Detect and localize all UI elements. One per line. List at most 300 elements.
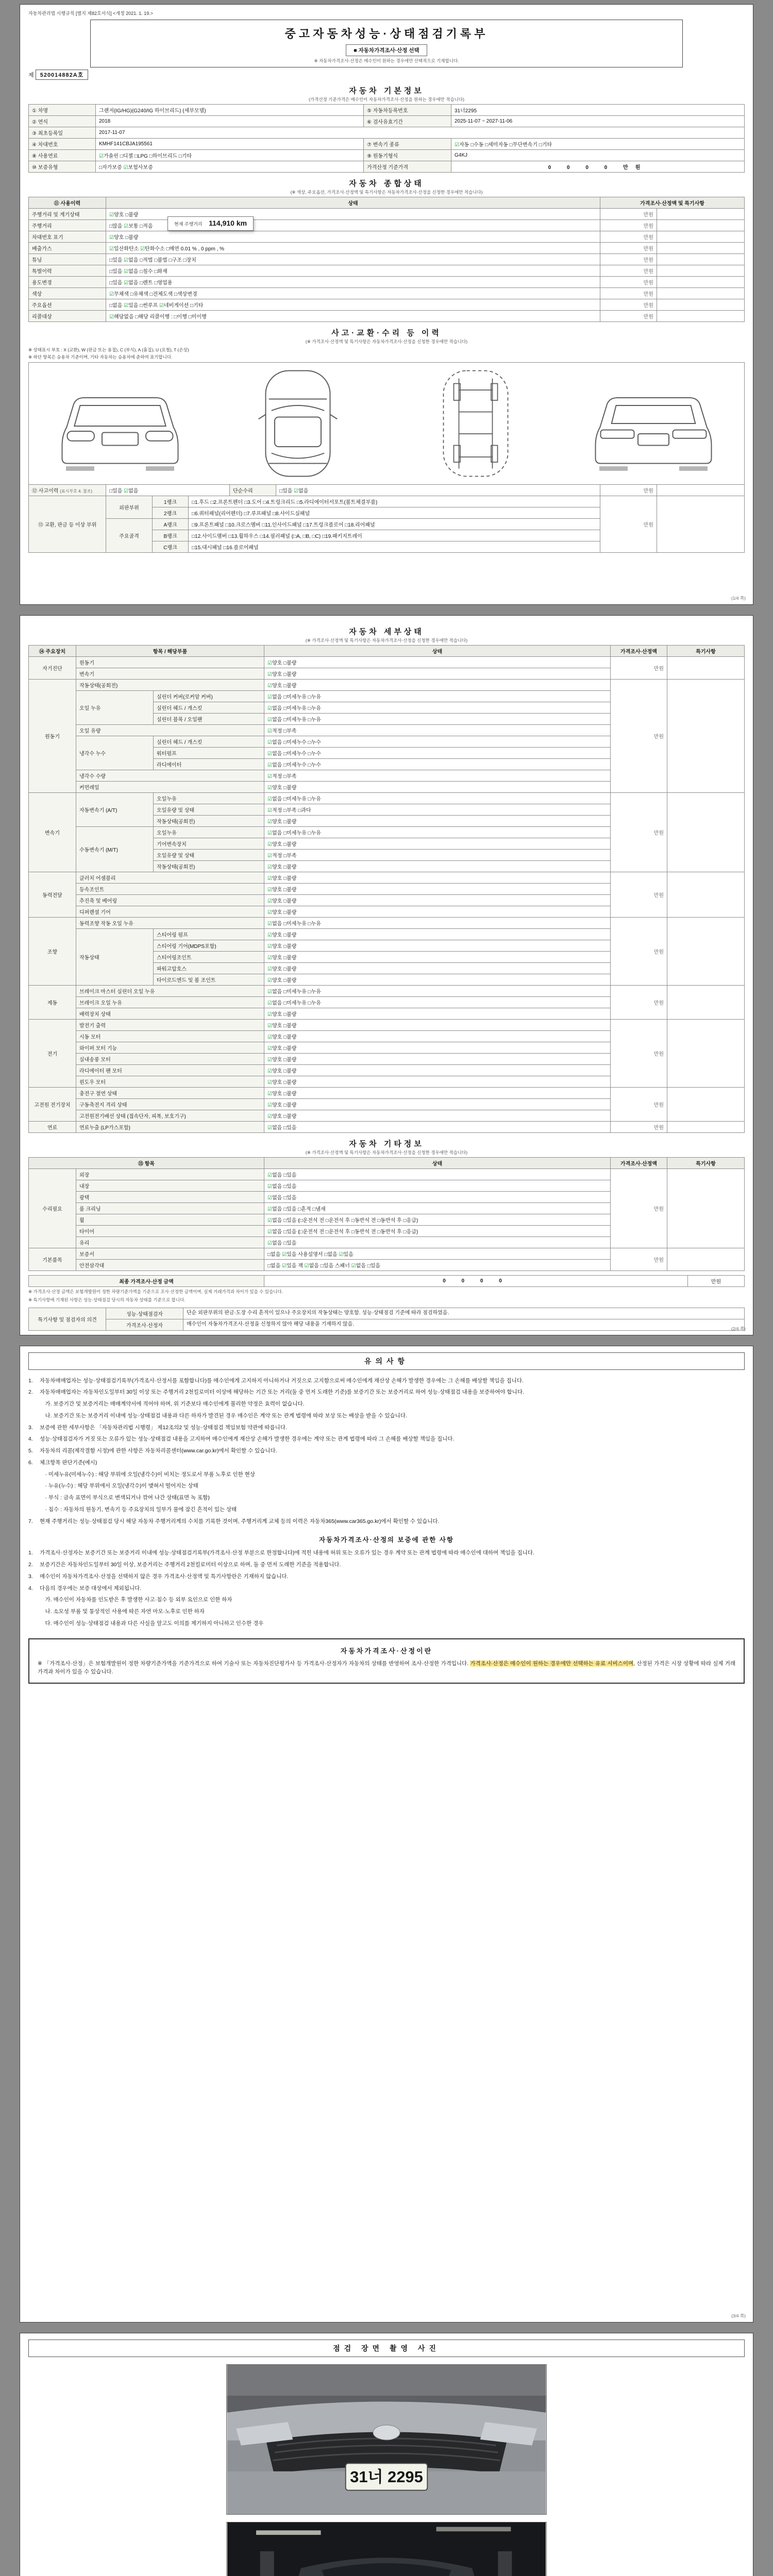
page-1	[20, 4, 753, 605]
overall-row-status[interactable]: □있음 ☑없음 □렌트 □영업용	[106, 277, 600, 288]
overall-row	[29, 299, 745, 311]
field-label: ⑨ 원동기형식	[364, 150, 451, 161]
warranty-text: 다음의 경우에는 보증 대상에서 제외됩니다.	[40, 1585, 142, 1591]
item-label: 배력장치 상태	[76, 1008, 264, 1020]
item-label: 휠	[76, 1214, 264, 1226]
overall-row-note	[657, 299, 745, 311]
notice-text: · 누유(누수) : 해당 부위에서 오일(냉각수)이 맺혀서 떨어지는 상태	[40, 1483, 198, 1489]
field-label: ① 차명	[29, 105, 96, 116]
table-row	[29, 105, 745, 116]
item-label: 실내송풍 모터	[76, 1054, 264, 1065]
status-checkboxes[interactable]: ☑적정 □부족 □과다	[264, 804, 611, 816]
sub-item-label: 오일누유	[154, 793, 264, 804]
table-row	[29, 680, 745, 691]
page-marker: (1/4 쪽)	[731, 596, 746, 601]
note-cell	[667, 680, 745, 793]
overall-row-label: 차대번호 표기	[29, 231, 106, 243]
field-label: ② 연식	[29, 116, 96, 127]
warranty-number: 1.	[28, 1550, 33, 1556]
status-checkboxes[interactable]: ☑양호 □불량	[264, 929, 611, 940]
definition-title: 자동차가격조사·산정이란	[340, 1647, 433, 1655]
sub-item-label: 오일유량 및 상태	[154, 804, 264, 816]
warranty-text: 다. 매수인이 성능·상태점검 내용과 다른 사실을 알고도 이의를 제기하지 아니하고 인수한 경우	[40, 1620, 264, 1626]
item-label: 충전구 절연 상태	[76, 1088, 264, 1099]
field-label: ⑥ 검사유효기간	[364, 116, 451, 127]
overall-row-price: 만원	[600, 299, 657, 311]
car-name-value: 그랜저(IG/HG)(G240/IG 하이브리드) (세부모델)	[96, 105, 364, 116]
status-checkboxes[interactable]: ☑적정 □부족	[264, 770, 611, 782]
status-checkboxes[interactable]: □없음 ☑있음 잭 ☑없음 □있음 스패너 ☑없음 □있음	[264, 1260, 611, 1271]
notice-item	[28, 1482, 745, 1490]
note-cell	[667, 657, 745, 680]
panel-group-label: 외판부위	[106, 496, 153, 519]
column-header: ⑭ 주요장치	[29, 646, 76, 657]
photo-front-frame	[226, 2364, 547, 2515]
status-checkboxes[interactable]: ☑양호 □불량	[264, 1020, 611, 1031]
overall-row-price: 만원	[600, 254, 657, 265]
item-label: 외장	[76, 1169, 264, 1180]
status-checkboxes[interactable]: ☑없음 □미세누유 □누유	[264, 691, 611, 702]
exchange-title-cell: ⑬ 교환, 판금 등 이상 부위	[29, 496, 106, 553]
table-row	[29, 1319, 745, 1330]
warranty-item	[28, 1561, 745, 1569]
notice-number: 4.	[28, 1436, 33, 1443]
status-checkboxes[interactable]: □없음 ☑있음 사용설명서 □없음 ☑있음	[264, 1248, 611, 1260]
group-label: 조향	[29, 918, 76, 986]
status-checkboxes[interactable]: ☑양호 □불량	[264, 906, 611, 918]
etc-info-table	[28, 1157, 745, 1271]
definition-text-2: , 산정된 가격은 시장 상황에 따라 실제 거래가격과 차이가 있을 수 있습니다.	[38, 1660, 735, 1675]
overall-row-status[interactable]: ☑무채색 □유채색 □전체도색 □색상변경	[106, 288, 600, 299]
notice-item	[28, 1494, 745, 1502]
notice-text: 나. 보증기간 또는 보증거리 이내에 성능·상태점검 내용과 다른 하자가 발견된 경우 매수인은 계약 또는 관계 법령에 따라 보상 또는 배상을 받을 수 있습니다.	[40, 1412, 407, 1419]
etc-section-note: (※ 가격조사·산정액 및 특기사항은 자동차가격조사·산정을 신청한 경우에만 적습니다)	[305, 1150, 468, 1155]
status-checkboxes[interactable]: ☑양호 □불량	[264, 1042, 611, 1054]
item-label: 윈도우 모터	[76, 1076, 264, 1088]
definition-text-1: ※ 「가격조사·산정」은 보험개발원이 정한 차량기준가액을 기준가격으로 하여 기술사 또는 자동차진단평가사 등 가격조사·산정자가 자동차의 상태를 반영하여 조사·산정한 가격입니다.	[38, 1660, 470, 1667]
notice-item	[28, 1377, 745, 1385]
status-checkboxes[interactable]: ☑없음 □미세누유 □누유	[264, 986, 611, 997]
status-checkboxes[interactable]: ☑없음 □있음 (□운전석 전 □운전석 후 □동반석 전 □동반석 후 □응급)	[264, 1226, 611, 1237]
photo-car-front	[227, 2365, 546, 2514]
rank-label: 2랭크	[153, 507, 189, 519]
warranty-item	[28, 1620, 745, 1628]
notice-text: 자동차매매업자는 자동차인도일부터 30일 이상 또는 주행거리 2천킬로미터 이상에 해당하는 기간 또는 거리(둘 중 먼저 도래한 기준)를 보증기간 또는 보증거리로 하여 성능·상태점검 내용을 보증하여야 합니다.	[40, 1389, 524, 1396]
vehicle-type-legend: ※ 하단 항목은 승용차 기준이며, 기타 자동차는 승용차에 준하여 표기합니다.	[28, 354, 173, 360]
overall-row-price: 만원	[600, 265, 657, 277]
odometer-label: 현재 주행거리	[174, 222, 203, 227]
status-checkboxes[interactable]: ☑양호 □불량	[264, 668, 611, 680]
group-label: 변속기	[29, 793, 76, 872]
status-checkboxes[interactable]: ☑양호 □불량	[264, 1054, 611, 1065]
table-header-row	[29, 1158, 745, 1169]
car-diagram-top-body	[221, 367, 375, 480]
notice-text: 체크항목 판단기준(예시)	[40, 1459, 97, 1466]
note-cell	[667, 793, 745, 872]
item-label: 수동변속기 (M/T)	[76, 827, 154, 872]
item-label: 브레이크 마스터 실린더 오일 누유	[76, 986, 264, 997]
status-checkboxes[interactable]: ☑없음 □있음	[264, 1122, 611, 1133]
status-checkboxes[interactable]: ☑없음 □미세누유 □누유	[264, 714, 611, 725]
field-label: ⑩ 보증유형	[29, 161, 96, 173]
overall-row-label: 리콜대상	[29, 311, 106, 322]
sub-item-label: 타이로드엔드 및 볼 조인트	[154, 974, 264, 986]
definition-text	[38, 1659, 735, 1677]
overall-row	[29, 231, 745, 243]
sub-item-label: 스티어링조인트	[154, 952, 264, 963]
column-header: 상태	[264, 646, 611, 657]
table-row	[29, 161, 745, 173]
panel-checkboxes[interactable]: □9.프론트패널 □10.크로스멤버 □11.인사이드패널 □17.트렁크플로어 □18.리어패널	[189, 519, 600, 530]
overall-row	[29, 288, 745, 299]
notice-number: 5.	[28, 1448, 33, 1454]
license-plate-text: 31너 2295	[350, 2467, 423, 2486]
status-checkboxes[interactable]: ☑없음 □있음	[264, 1180, 611, 1192]
overall-row-label: 용도변경	[29, 277, 106, 288]
odometer-value: 114,910 km	[209, 219, 247, 227]
status-checkboxes[interactable]: ☑없음 □미세누유 □누유	[264, 827, 611, 838]
warranty-type-checkboxes[interactable]: □자가보증 ☑보험사보증	[96, 161, 364, 173]
price-cell: 만원	[611, 657, 667, 680]
final-price-note-1: ※ 가격조사·산정 금액은 보험개발원이 정한 차량기준가액을 기준으로 조사·산정한 금액이며, 실제 거래가격과 차이가 있을 수 있습니다.	[28, 1289, 283, 1294]
item-label: 커먼레일	[76, 782, 264, 793]
notice-number: 1.	[28, 1377, 33, 1384]
notice-number	[28, 1482, 40, 1490]
sub-item-label: 워터펌프	[154, 748, 264, 759]
accident-history-table	[28, 484, 745, 496]
overall-row-price: 만원	[600, 311, 657, 322]
group-label: 전기	[29, 1020, 76, 1088]
item-label: 동력조향 작동 오일 누유	[76, 918, 264, 929]
status-checkboxes[interactable]: ☑없음 □있음	[264, 1237, 611, 1248]
notice-item	[28, 1400, 745, 1409]
detail-section-note: (※ 가격조사·산정액 및 특기사항은 자동차가격조사·산정을 신청한 경우에만 적습니다)	[305, 638, 468, 643]
note-cell	[667, 1088, 745, 1122]
exchange-note-cell	[657, 496, 745, 553]
field-label: ③ 최초등록일	[29, 127, 96, 139]
status-checkboxes[interactable]: ☑양호 □불량	[264, 884, 611, 895]
sub-item-label: 실린더 블록 / 오일팬	[154, 714, 264, 725]
group-label: 기본품목	[29, 1248, 76, 1271]
overall-row-price: 만원	[600, 220, 657, 231]
overall-row-label: 주행거리 및 계기상태	[29, 209, 106, 220]
sub-item-label: 스티어링 펌프	[154, 929, 264, 940]
accident-history-label	[29, 485, 106, 496]
group-label: 원동기	[29, 680, 76, 793]
overall-row-label: 튜닝	[29, 254, 106, 265]
status-checkboxes[interactable]: ☑없음 □미세누유 □누유	[264, 997, 611, 1008]
warranty-item	[28, 1585, 745, 1593]
warranty-item	[28, 1608, 745, 1616]
price-cell: 만원	[611, 872, 667, 918]
item-label: 작동상태	[76, 929, 154, 986]
status-checkboxes[interactable]: ☑양호 □불량	[264, 895, 611, 906]
table-row	[29, 139, 745, 150]
notice-number	[28, 1506, 40, 1514]
price-cell: 만원	[611, 1248, 667, 1271]
panel-checkboxes[interactable]: □15.대시패널 □16.플로어패널	[189, 541, 600, 553]
notice-number: 2.	[28, 1389, 33, 1396]
model-year-value: 2018	[96, 116, 364, 127]
page-marker: (2/4 쪽)	[731, 1326, 746, 1331]
sub-item-label: 실린더 커버(로커암 커버)	[154, 691, 264, 702]
overall-row-status[interactable]: □있음 ☑없음 □침수 □화재	[106, 265, 600, 277]
item-label: 등속조인트	[76, 884, 264, 895]
rank-label: C랭크	[153, 541, 189, 553]
definition-highlight: 가격조사·산정은 매수인이 원하는 경우에만 선택하는 유료 서비스이며	[470, 1660, 634, 1667]
final-price-label: 최종 가격조사·산정 금액	[29, 1276, 264, 1287]
notice-text: 가. 보증기간 및 보증거리는 매매계약서에 적어야 하며, 위 기준보다 매수인에게 불리한 약정은 효력이 없습니다.	[40, 1401, 305, 1407]
notice-number: 3.	[28, 1424, 33, 1431]
overall-row-status[interactable]: □많음 ☑보통 □적음	[106, 220, 600, 231]
price-select-option[interactable]: ■ 자동차가격조사·산정 선택	[346, 44, 427, 56]
notice-text: 자동차의 리콜(제작결함 시정)에 관한 사항은 자동차리콜센터(www.car.go.kr)에서 확인할 수 있습니다.	[40, 1448, 277, 1454]
status-checkboxes[interactable]: ☑양호 □불량	[264, 872, 611, 884]
notice-text: 성능·상태점검자가 거짓 또는 오류가 있는 성능·상태점검 내용을 고지하여 매수인에게 재산상 손해가 발생한 경우에는 계약 또는 관계 법령에 따라 그 손해를 배상할 책임을 집니다.	[40, 1436, 455, 1443]
inspector-opinion-text: 단순 외판부위의 판금·도장 수리 흔적이 있으나 주요장치의 작동상태는 양호함. 성능·상태점검 기준에 따라 점검하였음.	[183, 1308, 745, 1319]
basic-info-table	[28, 104, 745, 173]
photo-car-rear-garage	[227, 2522, 546, 2576]
notice-item	[28, 1471, 745, 1479]
engine-type-value: G4KJ	[451, 150, 745, 161]
column-header: 항목 / 해당부품	[76, 646, 264, 657]
table-row	[29, 1020, 745, 1031]
item-label: 오일 누유	[76, 691, 154, 725]
detail-section-title: 자동차 세부상태	[349, 628, 424, 636]
opinion-table	[28, 1308, 745, 1331]
price-cell: 만원	[611, 1169, 667, 1248]
overall-row-note	[657, 209, 745, 220]
table-row	[29, 657, 745, 668]
price-cell: 만원	[611, 1122, 667, 1133]
fuel-checkboxes[interactable]: ☑가솔린 □디젤 □LPG □하이브리드 □기타	[96, 150, 364, 161]
accident-price-cell: 만원	[600, 485, 657, 496]
status-checkboxes[interactable]: ☑양호 □불량	[264, 816, 611, 827]
status-checkboxes[interactable]: ☑양호 □불량	[264, 680, 611, 691]
overall-row	[29, 220, 745, 231]
price-cell: 만원	[611, 1088, 667, 1122]
overall-row-status[interactable]: ☑해당없음 □해당 리콜이행 : □이행 □미이행	[106, 311, 600, 322]
overall-row-status[interactable]: □없음 ☑있음 □썬루프 ☑네비게이션 □기타	[106, 299, 600, 311]
status-checkboxes[interactable]: ☑양호 □불량	[264, 1065, 611, 1076]
status-checkboxes[interactable]: ☑없음 □있음 □흔적 □냄새	[264, 1203, 611, 1214]
overall-row-price: 만원	[600, 288, 657, 299]
status-checkboxes[interactable]: ☑양호 □불량	[264, 838, 611, 850]
detail-tbody	[29, 657, 745, 1133]
item-label: 라디에이터 팬 모터	[76, 1065, 264, 1076]
status-checkboxes[interactable]: ☑없음 □있음	[264, 1169, 611, 1180]
section-overall-condition	[28, 178, 745, 322]
price-select-note: ※ 자동차가격조사·산정은 매수인이 원하는 경우에만 선택적으로 기재합니다.	[314, 58, 459, 63]
status-checkboxes[interactable]: ☑없음 □미세누유 □누유	[264, 918, 611, 929]
notice-number: 7.	[28, 1518, 33, 1524]
warranty-item	[28, 1596, 745, 1604]
table-row	[29, 872, 745, 884]
document-number-label: 제	[28, 72, 34, 78]
inspector-label: 성능·상태점검자	[106, 1308, 183, 1319]
overall-row-status[interactable]: ☑양호 □불량	[106, 231, 600, 243]
column-header: 특기사항	[667, 646, 745, 657]
overall-row-note	[657, 254, 745, 265]
sub-item-label: 실린더 헤드 / 개스킷	[154, 702, 264, 714]
table-row	[29, 496, 745, 507]
status-checkboxes[interactable]: ☑양호 □불량	[264, 963, 611, 974]
table-row	[29, 150, 745, 161]
table-row	[29, 793, 745, 804]
overall-row-status[interactable]: ☑양호 □불량	[106, 209, 600, 220]
notice-item	[28, 1412, 745, 1420]
notice-text: · 침수 : 자동차의 원동기, 변속기 등 주요장치의 일부가 물에 잠긴 흔적이 있는 상태	[40, 1506, 237, 1513]
item-label: 광택	[76, 1192, 264, 1203]
item-label: 추진축 및 베어링	[76, 895, 264, 906]
appraiser-label: 가격조사·산정자	[106, 1319, 183, 1330]
status-checkboxes[interactable]: ☑없음 □미세누유 □누유	[264, 702, 611, 714]
notice-number: 6.	[28, 1459, 33, 1466]
warranty-number	[28, 1608, 40, 1616]
note-cell	[667, 986, 745, 1020]
sub-item-label: 스티어링 기어(MDPS포함)	[154, 940, 264, 952]
notice-text: 보증에 관한 세부사항은 「자동차관리법 시행령」 제12조의2 및 성능·상태점검 책임보험 약관에 따릅니다.	[40, 1424, 287, 1431]
status-checkboxes[interactable]: ☑양호 □불량	[264, 861, 611, 872]
field-label: ⑧ 사용연료	[29, 150, 96, 161]
field-label: 가격산정 기준가격	[364, 161, 451, 173]
column-header: ⑪ 사용이력	[29, 197, 106, 209]
item-label: 타이어	[76, 1226, 264, 1237]
status-checkboxes[interactable]: ☑양호 □불량	[264, 657, 611, 668]
appraiser-opinion-text: 매수인이 자동차가격조사·산정을 신청하지 않아 해당 내용을 기재하지 않음.	[183, 1319, 745, 1330]
note-cell	[667, 1020, 745, 1088]
item-label: 유리	[76, 1237, 264, 1248]
notice-number	[28, 1412, 40, 1420]
warranty-list	[28, 1549, 745, 1628]
status-checkboxes[interactable]: ☑양호 □불량	[264, 1088, 611, 1099]
warranty-text: 가격조사·산정자는 보증기간 또는 보증거리 이내에 성능·상태점검기록부(가격조사·산정 부분으로 한정합니다)에 적힌 내용에 허위 또는 오류가 있는 경우 계약 또는 관계 법령에 따라 매수인에 대하여 책임을 집니다.	[40, 1550, 534, 1556]
overall-row-label: 특별이력	[29, 265, 106, 277]
transmission-checkboxes[interactable]: ☑자동 □수동 □세미자동 □무단변속기 □기타	[451, 139, 745, 150]
item-label: 냉각수 누수	[76, 736, 154, 770]
final-price-value: 0 0 0 0	[264, 1276, 688, 1287]
warranty-number: 2.	[28, 1562, 33, 1568]
notice-item	[28, 1435, 745, 1444]
warranty-item	[28, 1573, 745, 1581]
opinion-title-cell: 특기사항 및 점검자의 의견	[29, 1308, 106, 1330]
status-checkboxes[interactable]: ☑양호 □불량	[264, 1076, 611, 1088]
status-checkboxes[interactable]: ☑없음 □미세누수 □누수	[264, 736, 611, 748]
item-label: 보증서	[76, 1248, 264, 1260]
overall-condition-table	[28, 197, 745, 322]
status-checkboxes[interactable]: ☑적정 □부족	[264, 850, 611, 861]
overall-row-note	[657, 288, 745, 299]
column-header: 상태	[106, 197, 600, 209]
status-checkboxes[interactable]: ☑없음 □있음	[264, 1192, 611, 1203]
panel-checkboxes[interactable]: □6.쿼터패널(리어펜더) □7.루프패널 □8.사이드실패널	[189, 507, 600, 519]
table-row	[29, 116, 745, 127]
overall-row-status[interactable]: ☑일산화탄소 ☑탄화수소 □매연 0.01 % , 0 ppm , %	[106, 243, 600, 254]
status-checkboxes[interactable]: ☑양호 □불량	[264, 782, 611, 793]
warranty-item	[28, 1549, 745, 1557]
final-price-note-2: ※ 특기사항에 기재된 사항은 성능·상태점검 당시의 자동차 상태를 기준으로 합니다.	[28, 1297, 186, 1302]
car-diagram-front	[43, 367, 197, 480]
page-marker: (3/4 쪽)	[731, 2313, 746, 2318]
item-label: 구동축전지 격리 상태	[76, 1099, 264, 1110]
overall-row	[29, 209, 745, 220]
sub-item-label: 파워고압호스	[154, 963, 264, 974]
overall-row-price: 만원	[600, 209, 657, 220]
notice-item	[28, 1518, 745, 1526]
etc-tbody	[29, 1169, 745, 1271]
accident-note-cell	[657, 485, 745, 496]
document-title: 중고자동차성능·상태점검기록부	[284, 27, 489, 40]
table-header-row	[29, 646, 745, 657]
overall-row-price: 만원	[600, 231, 657, 243]
car-diagram-underbody-frame	[398, 367, 553, 480]
status-checkboxes[interactable]: ☑없음 □있음 (□운전석 전 □운전석 후 □동반석 전 □동반석 후 □응급)	[264, 1214, 611, 1226]
status-checkboxes[interactable]: ☑없음 □미세누유 □누유	[264, 793, 611, 804]
status-checkboxes[interactable]: ☑양호 □불량	[264, 1008, 611, 1020]
group-label: 수리필요	[29, 1169, 76, 1248]
simple-repair-checkboxes[interactable]: □있음 ☑없음	[276, 485, 600, 496]
status-checkboxes[interactable]: ☑양호 □불량	[264, 1031, 611, 1042]
sub-item-label: 실린더 헤드 / 개스킷	[154, 736, 264, 748]
price-cell: 만원	[611, 918, 667, 986]
status-checkboxes[interactable]: ☑양호 □불량	[264, 1099, 611, 1110]
page-3	[20, 1346, 753, 2323]
status-checkboxes[interactable]: ☑양호 □불량	[264, 974, 611, 986]
table-row	[29, 986, 745, 997]
overall-row-status[interactable]: □있음 ☑없음 □적법 □불법 □구조 □장치	[106, 254, 600, 265]
panel-checkboxes[interactable]: □12.사이드멤버 □13.휠하우스 □14.필러패널 (□A, □B, □C) □19.패키지트레이	[189, 530, 600, 541]
overall-row	[29, 243, 745, 254]
final-price-unit: 만원	[688, 1276, 745, 1287]
accident-section-title: 사고·교환·수리 등 이력	[331, 329, 442, 337]
accident-history-no: ⑫ 사고이력	[32, 488, 59, 494]
price-cell: 만원	[611, 793, 667, 872]
status-checkboxes[interactable]: ☑양호 □불량	[264, 940, 611, 952]
warranty-text: 매수인이 자동차가격조사·산정을 선택하지 않은 경우 가격조사·산정액 및 특기사항란은 기재하지 않습니다.	[40, 1573, 289, 1580]
overall-row-note	[657, 220, 745, 231]
column-header: 가격조사·산정액	[611, 1158, 667, 1169]
group-label: 자기진단	[29, 657, 76, 680]
panel-checkboxes[interactable]: □1.후드 □2.프론트펜더 □3.도어 □4.트렁크리드 □5.라디에이터서포트(볼트체결부품)	[189, 496, 600, 507]
warranty-number: 4.	[28, 1585, 33, 1591]
sub-item-label: 오일유량 및 상태	[154, 850, 264, 861]
item-label: 룸 크리닝	[76, 1203, 264, 1214]
notice-item	[28, 1424, 745, 1432]
item-label: 냉각수 수량	[76, 770, 264, 782]
exchange-panel-table	[28, 496, 745, 553]
overall-row-label: 주요옵션	[29, 299, 106, 311]
column-header: 특기사항	[667, 1158, 745, 1169]
overall-row	[29, 254, 745, 265]
vin-value: KMHF141CBJA195561	[96, 139, 364, 150]
status-checkboxes[interactable]: ☑양호 □불량	[264, 952, 611, 963]
notice-item	[28, 1388, 745, 1397]
table-row	[29, 1169, 745, 1180]
overall-row-price: 만원	[600, 277, 657, 288]
group-label: 제동	[29, 986, 76, 1020]
rank-label: B랭크	[153, 530, 189, 541]
table-row	[29, 127, 745, 139]
status-checkboxes[interactable]: ☑없음 □미세누수 □누수	[264, 748, 611, 759]
status-checkboxes[interactable]: ☑양호 □불량	[264, 1110, 611, 1122]
odometer-callout	[167, 216, 254, 231]
notice-item	[28, 1447, 745, 1455]
note-cell	[667, 1248, 745, 1271]
accident-history-checkboxes[interactable]: □있음 ☑없음	[106, 485, 230, 496]
status-checkboxes[interactable]: ☑적정 □부족	[264, 725, 611, 736]
status-checkboxes[interactable]: ☑없음 □미세누수 □누수	[264, 759, 611, 770]
basic-section-title: 자동차 기본정보	[349, 87, 424, 95]
